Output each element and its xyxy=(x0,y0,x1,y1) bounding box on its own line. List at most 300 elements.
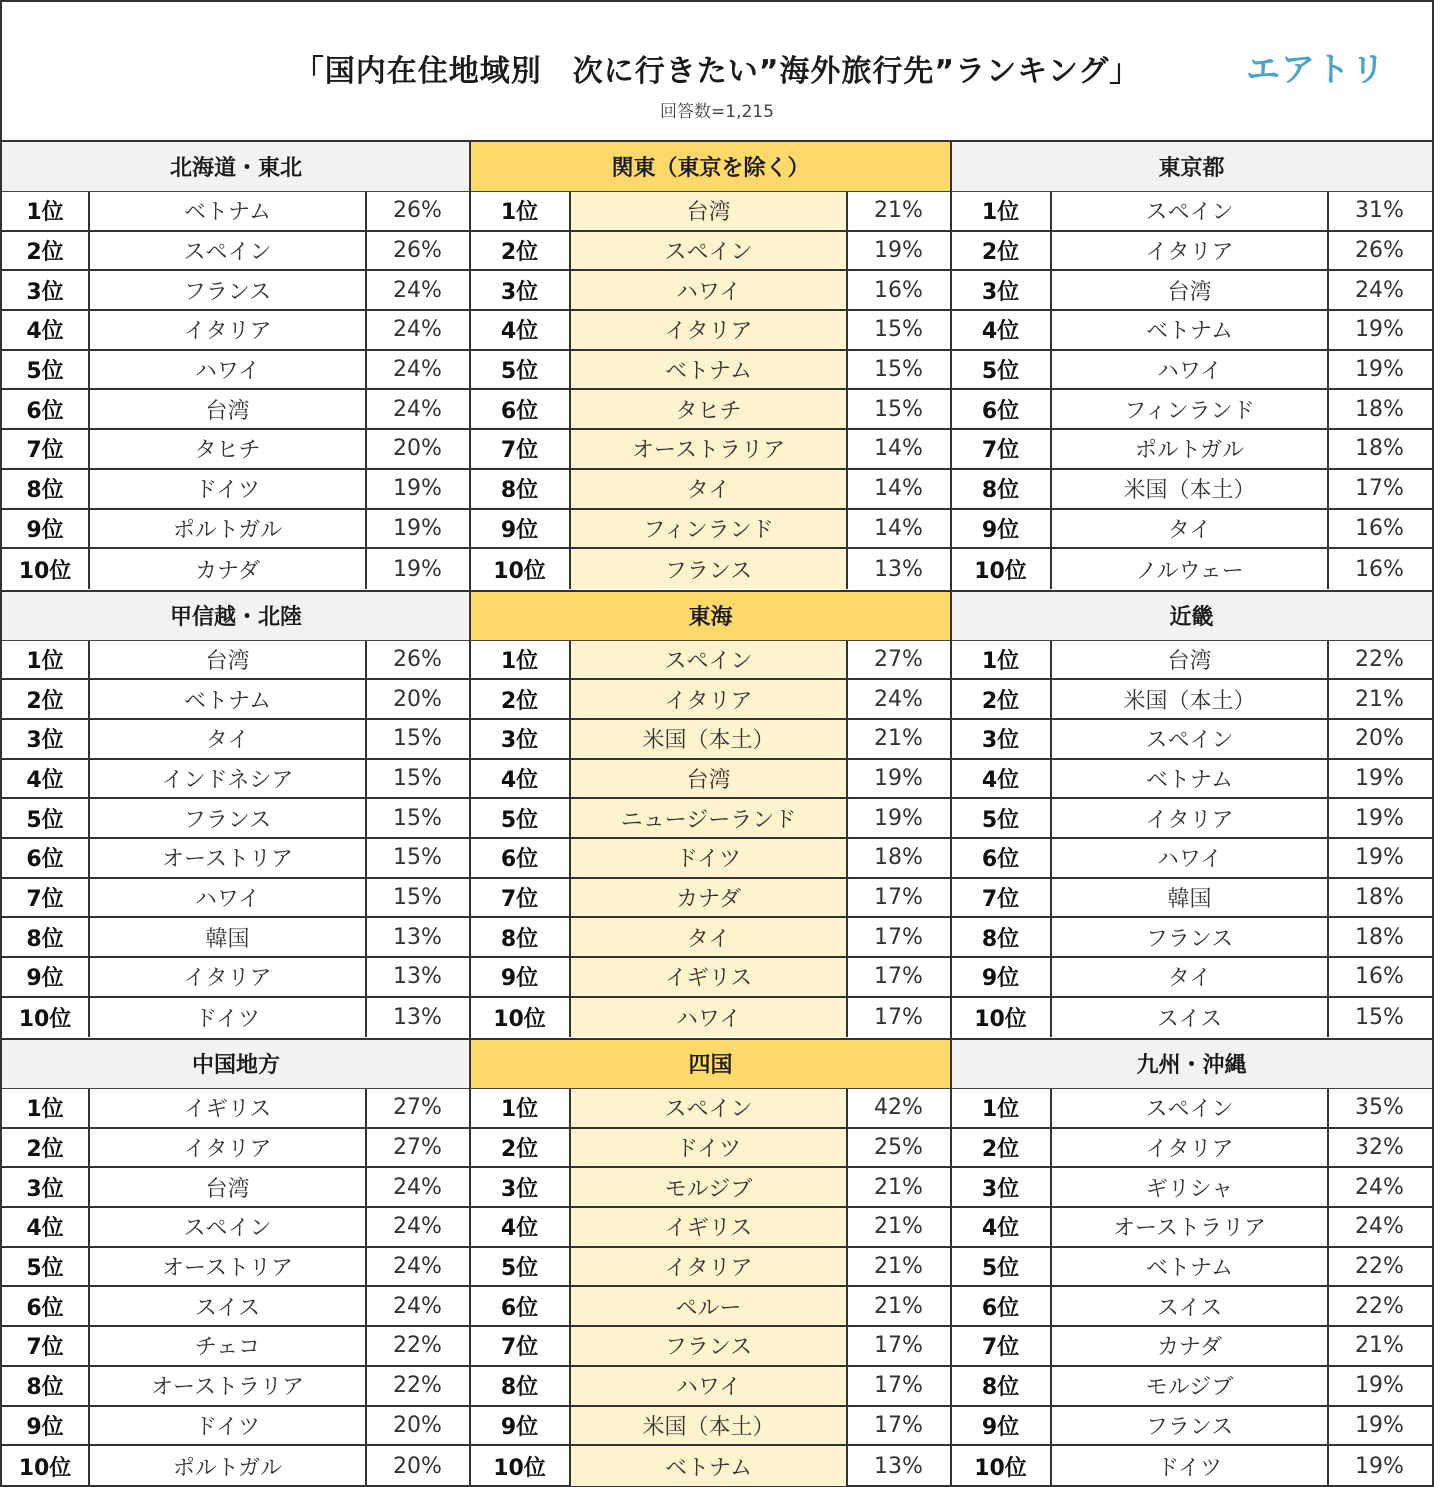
destination-cell: タイ xyxy=(571,918,848,956)
percent-cell: 20% xyxy=(393,1412,442,1438)
percent-cell: 20% xyxy=(393,686,442,712)
destination-cell: 台湾 xyxy=(90,390,367,428)
percent-cell: 42% xyxy=(874,1095,923,1121)
destination-cell: インドネシア xyxy=(90,760,367,798)
destination-cell: オーストラリア xyxy=(1052,1208,1329,1246)
destination-cell: ハワイ xyxy=(571,1367,848,1405)
percent-cell: 22% xyxy=(393,1373,442,1399)
region-table xyxy=(470,591,951,1040)
percent-cell: 13% xyxy=(393,964,442,990)
percent-cell: 14% xyxy=(874,515,923,541)
destination-cell: スペイン xyxy=(571,1089,848,1127)
ranking-row xyxy=(470,1089,951,1129)
ranking-row xyxy=(470,998,951,1038)
ranking-row xyxy=(2,998,470,1038)
destination-cell: ベトナム xyxy=(90,192,367,230)
rank-cell: 4位 xyxy=(2,1208,90,1246)
ranking-row xyxy=(2,1168,470,1208)
ranking-row xyxy=(951,879,1432,919)
destination-cell: ペルー xyxy=(571,1287,848,1325)
destination-cell: スイス xyxy=(1052,1287,1329,1325)
destination-cell: ドイツ xyxy=(1052,1446,1329,1486)
ranking-row xyxy=(470,839,951,879)
ranking-row xyxy=(951,720,1432,760)
ranking-row xyxy=(951,958,1432,998)
ranking-row xyxy=(951,271,1432,311)
percent-cell: 21% xyxy=(874,726,923,752)
percent-cell: 24% xyxy=(393,357,442,383)
percent-cell: 19% xyxy=(1355,805,1404,831)
destination-cell: オーストラリア xyxy=(90,1367,367,1405)
rank-cell: 6位 xyxy=(951,1287,1052,1325)
percent-cell: 17% xyxy=(874,924,923,950)
destination-cell: 米国（本土） xyxy=(1052,680,1329,718)
ranking-row xyxy=(2,1327,470,1367)
percent-cell: 19% xyxy=(874,765,923,791)
rank-cell: 5位 xyxy=(470,351,571,389)
region-header: 四国 xyxy=(470,1039,951,1089)
destination-cell: ベトナム xyxy=(90,680,367,718)
destination-cell: ポルトガル xyxy=(1052,430,1329,468)
destination-cell: ハワイ xyxy=(571,998,848,1038)
ranking-row xyxy=(2,958,470,998)
rank-cell: 6位 xyxy=(2,1287,90,1325)
percent-cell: 15% xyxy=(1355,1005,1404,1031)
ranking-row xyxy=(470,311,951,351)
destination-cell: フランス xyxy=(90,271,367,309)
destination-cell: モルジブ xyxy=(1052,1367,1329,1405)
region-table xyxy=(2,591,470,1040)
rank-cell: 5位 xyxy=(951,1248,1052,1286)
ranking-row xyxy=(2,510,470,550)
percent-cell: 26% xyxy=(1355,238,1404,264)
ranking-row xyxy=(2,1407,470,1447)
destination-cell: ベトナム xyxy=(571,351,848,389)
destination-cell: フランス xyxy=(90,799,367,837)
percent-cell: 22% xyxy=(1355,1254,1404,1280)
destination-cell: オーストリア xyxy=(90,1248,367,1286)
percent-cell: 18% xyxy=(1355,436,1404,462)
percent-cell: 17% xyxy=(874,884,923,910)
percent-cell: 21% xyxy=(874,1174,923,1200)
destination-cell: イギリス xyxy=(571,1208,848,1246)
ranking-row xyxy=(951,232,1432,272)
percent-cell: 14% xyxy=(874,476,923,502)
rank-cell: 9位 xyxy=(2,958,90,996)
rank-cell: 7位 xyxy=(951,1327,1052,1365)
percent-cell: 19% xyxy=(1355,1373,1404,1399)
rank-cell: 1位 xyxy=(470,1089,571,1127)
destination-cell: カナダ xyxy=(90,549,367,589)
ranking-row xyxy=(2,192,470,232)
percent-cell: 32% xyxy=(1355,1135,1404,1161)
ranking-row xyxy=(470,641,951,681)
ranking-row xyxy=(470,192,951,232)
destination-cell: ポルトガル xyxy=(90,1446,367,1486)
ranking-row xyxy=(951,1129,1432,1169)
ranking-row xyxy=(2,232,470,272)
destination-cell: フランス xyxy=(571,549,848,589)
ranking-row xyxy=(951,918,1432,958)
destination-cell: 米国（本土） xyxy=(571,1407,848,1445)
ranking-row xyxy=(2,271,470,311)
percent-cell: 27% xyxy=(393,1095,442,1121)
percent-cell: 19% xyxy=(1355,1453,1404,1479)
ranking-row xyxy=(470,232,951,272)
column-divider xyxy=(950,142,952,1487)
rank-cell: 10位 xyxy=(470,1446,571,1486)
destination-cell: スペイン xyxy=(571,641,848,679)
ranking-row xyxy=(951,470,1432,510)
destination-cell: ドイツ xyxy=(571,1129,848,1167)
rank-cell: 10位 xyxy=(951,1446,1052,1486)
destination-cell: ドイツ xyxy=(90,470,367,508)
ranking-row xyxy=(2,351,470,391)
percent-cell: 15% xyxy=(393,805,442,831)
rank-cell: 5位 xyxy=(470,1248,571,1286)
ranking-row xyxy=(2,918,470,958)
ranking-row xyxy=(470,1168,951,1208)
percent-cell: 19% xyxy=(874,238,923,264)
region-table xyxy=(951,591,1432,1040)
rank-cell: 10位 xyxy=(2,549,90,589)
rank-cell: 6位 xyxy=(470,390,571,428)
region-table xyxy=(951,142,1432,591)
percent-cell: 15% xyxy=(874,396,923,422)
rank-cell: 2位 xyxy=(2,232,90,270)
percent-cell: 17% xyxy=(874,1373,923,1399)
rank-cell: 2位 xyxy=(2,1129,90,1167)
percent-cell: 24% xyxy=(393,317,442,343)
ranking-row xyxy=(2,1446,470,1486)
destination-cell: 米国（本土） xyxy=(1052,470,1329,508)
destination-cell: ドイツ xyxy=(571,839,848,877)
destination-cell: タイ xyxy=(90,720,367,758)
percent-cell: 24% xyxy=(1355,1174,1404,1200)
percent-cell: 24% xyxy=(1355,1214,1404,1240)
rank-cell: 8位 xyxy=(951,918,1052,956)
destination-cell: スペイン xyxy=(1052,1089,1329,1127)
rank-cell: 3位 xyxy=(2,1168,90,1206)
rank-cell: 10位 xyxy=(470,998,571,1038)
ranking-row xyxy=(951,510,1432,550)
percent-cell: 19% xyxy=(393,515,442,541)
ranking-row xyxy=(470,390,951,430)
percent-cell: 19% xyxy=(1355,845,1404,871)
rank-cell: 4位 xyxy=(470,760,571,798)
row-divider xyxy=(2,590,1432,592)
destination-cell: イタリア xyxy=(571,680,848,718)
percent-cell: 21% xyxy=(874,198,923,224)
ranking-row xyxy=(951,1367,1432,1407)
rank-cell: 2位 xyxy=(470,232,571,270)
region-header: 関東（東京を除く） xyxy=(470,142,951,192)
percent-cell: 15% xyxy=(393,845,442,871)
destination-cell: ハワイ xyxy=(1052,351,1329,389)
ranking-row xyxy=(470,760,951,800)
percent-cell: 18% xyxy=(1355,924,1404,950)
destination-cell: ハワイ xyxy=(90,879,367,917)
rank-cell: 2位 xyxy=(951,680,1052,718)
ranking-row xyxy=(470,1129,951,1169)
rank-cell: 10位 xyxy=(951,998,1052,1038)
region-table xyxy=(2,142,470,591)
destination-cell: ノルウェー xyxy=(1052,549,1329,589)
response-count: 回答数=1,215 xyxy=(660,102,774,122)
ranking-row xyxy=(951,192,1432,232)
rank-cell: 3位 xyxy=(470,271,571,309)
percent-cell: 17% xyxy=(874,1005,923,1031)
destination-cell: イタリア xyxy=(1052,799,1329,837)
percent-cell: 15% xyxy=(393,884,442,910)
destination-cell: スイス xyxy=(1052,998,1329,1038)
rank-cell: 6位 xyxy=(470,839,571,877)
percent-cell: 27% xyxy=(874,646,923,672)
ranking-row xyxy=(2,839,470,879)
rank-cell: 3位 xyxy=(951,271,1052,309)
region-table xyxy=(2,1039,470,1487)
destination-cell: 台湾 xyxy=(1052,271,1329,309)
destination-cell: イギリス xyxy=(90,1089,367,1127)
ranking-row xyxy=(2,470,470,510)
rank-cell: 3位 xyxy=(2,271,90,309)
destination-cell: カナダ xyxy=(571,879,848,917)
percent-cell: 31% xyxy=(1355,198,1404,224)
rank-cell: 7位 xyxy=(470,1327,571,1365)
ranking-row xyxy=(2,641,470,681)
rank-cell: 6位 xyxy=(470,1287,571,1325)
ranking-row xyxy=(2,430,470,470)
page-title: 「国内在住地域別 次に行きたい”海外旅行先”ランキング」 xyxy=(293,54,1141,89)
ranking-row xyxy=(2,799,470,839)
rank-cell: 1位 xyxy=(951,192,1052,230)
ranking-row xyxy=(470,799,951,839)
ranking-row xyxy=(2,1089,470,1129)
destination-cell: イタリア xyxy=(90,311,367,349)
ranking-row xyxy=(951,351,1432,391)
percent-cell: 19% xyxy=(1355,317,1404,343)
ranking-row xyxy=(951,760,1432,800)
ranking-row xyxy=(470,470,951,510)
destination-cell: ハワイ xyxy=(1052,839,1329,877)
destination-cell: 台湾 xyxy=(571,192,848,230)
percent-cell: 20% xyxy=(393,1453,442,1479)
destination-cell: イタリア xyxy=(1052,1129,1329,1167)
rank-cell: 9位 xyxy=(951,1407,1052,1445)
percent-cell: 27% xyxy=(393,1135,442,1161)
ranking-row xyxy=(951,1248,1432,1288)
percent-cell: 15% xyxy=(393,765,442,791)
destination-cell: フランス xyxy=(1052,1407,1329,1445)
ranking-row xyxy=(951,1287,1432,1327)
rank-cell: 1位 xyxy=(470,641,571,679)
rank-cell: 10位 xyxy=(2,998,90,1038)
destination-cell: オーストラリア xyxy=(571,430,848,468)
rank-cell: 1位 xyxy=(2,192,90,230)
rank-cell: 8位 xyxy=(951,470,1052,508)
rank-cell: 2位 xyxy=(951,232,1052,270)
rank-cell: 2位 xyxy=(470,680,571,718)
rank-cell: 5位 xyxy=(951,799,1052,837)
percent-cell: 26% xyxy=(393,238,442,264)
ranking-row xyxy=(951,430,1432,470)
percent-cell: 13% xyxy=(874,1453,923,1479)
region-header: 東海 xyxy=(470,591,951,641)
ranking-row xyxy=(470,1367,951,1407)
percent-cell: 18% xyxy=(1355,884,1404,910)
rank-cell: 4位 xyxy=(470,311,571,349)
ranking-row xyxy=(470,351,951,391)
ranking-row xyxy=(951,1327,1432,1367)
rank-cell: 7位 xyxy=(470,430,571,468)
percent-cell: 35% xyxy=(1355,1095,1404,1121)
destination-cell: イタリア xyxy=(90,958,367,996)
ranking-row xyxy=(951,839,1432,879)
percent-cell: 16% xyxy=(1355,515,1404,541)
rank-cell: 8位 xyxy=(470,470,571,508)
percent-cell: 24% xyxy=(1355,277,1404,303)
rank-cell: 8位 xyxy=(2,918,90,956)
destination-cell: 米国（本土） xyxy=(571,720,848,758)
percent-cell: 17% xyxy=(874,1412,923,1438)
ranking-row xyxy=(2,760,470,800)
destination-cell: タイ xyxy=(1052,510,1329,548)
destination-cell: ベトナム xyxy=(1052,1248,1329,1286)
ranking-row xyxy=(470,1248,951,1288)
region-table xyxy=(470,142,951,591)
destination-cell: チェコ xyxy=(90,1327,367,1365)
ranking-row xyxy=(2,1208,470,1248)
rank-cell: 4位 xyxy=(951,311,1052,349)
percent-cell: 17% xyxy=(874,1333,923,1359)
ranking-row xyxy=(951,1446,1432,1486)
ranking-row xyxy=(951,1208,1432,1248)
rank-cell: 3位 xyxy=(470,720,571,758)
rank-cell: 1位 xyxy=(470,192,571,230)
rank-cell: 4位 xyxy=(470,1208,571,1246)
percent-cell: 16% xyxy=(1355,556,1404,582)
destination-cell: イタリア xyxy=(571,311,848,349)
ranking-row xyxy=(951,1168,1432,1208)
destination-cell: 台湾 xyxy=(90,1168,367,1206)
rank-cell: 7位 xyxy=(2,430,90,468)
destination-cell: スイス xyxy=(90,1287,367,1325)
ranking-row xyxy=(470,1287,951,1327)
destination-cell: イタリア xyxy=(90,1129,367,1167)
destination-cell: カナダ xyxy=(1052,1327,1329,1365)
percent-cell: 13% xyxy=(874,556,923,582)
ranking-row xyxy=(2,1287,470,1327)
rank-cell: 8位 xyxy=(2,1367,90,1405)
rank-cell: 7位 xyxy=(2,879,90,917)
percent-cell: 24% xyxy=(874,686,923,712)
ranking-row xyxy=(2,879,470,919)
rank-cell: 8位 xyxy=(470,918,571,956)
rank-cell: 6位 xyxy=(951,839,1052,877)
destination-cell: ニュージーランド xyxy=(571,799,848,837)
percent-cell: 20% xyxy=(1355,726,1404,752)
ranking-row xyxy=(2,311,470,351)
rank-cell: 9位 xyxy=(470,1407,571,1445)
ranking-row xyxy=(470,680,951,720)
ranking-row xyxy=(2,1248,470,1288)
ranking-row xyxy=(2,680,470,720)
percent-cell: 19% xyxy=(393,476,442,502)
ranking-row xyxy=(951,1407,1432,1447)
rank-cell: 3位 xyxy=(951,1168,1052,1206)
percent-cell: 22% xyxy=(1355,646,1404,672)
destination-cell: モルジブ xyxy=(571,1168,848,1206)
rank-cell: 3位 xyxy=(2,720,90,758)
rank-cell: 4位 xyxy=(2,311,90,349)
rank-cell: 2位 xyxy=(2,680,90,718)
destination-cell: ドイツ xyxy=(90,998,367,1038)
ranking-row xyxy=(951,549,1432,589)
region-table xyxy=(951,1039,1432,1487)
rank-cell: 1位 xyxy=(951,641,1052,679)
destination-cell: ハワイ xyxy=(571,271,848,309)
ranking-row xyxy=(470,1327,951,1367)
destination-cell: ベトナム xyxy=(1052,760,1329,798)
row-divider xyxy=(2,1038,1432,1040)
percent-cell: 19% xyxy=(1355,1412,1404,1438)
region-table xyxy=(470,1039,951,1487)
percent-cell: 13% xyxy=(393,924,442,950)
destination-cell: イタリア xyxy=(571,1248,848,1286)
destination-cell: タイ xyxy=(571,470,848,508)
percent-cell: 20% xyxy=(393,436,442,462)
percent-cell: 24% xyxy=(393,1293,442,1319)
rank-cell: 4位 xyxy=(951,760,1052,798)
rank-cell: 4位 xyxy=(951,1208,1052,1246)
ranking-row xyxy=(2,390,470,430)
percent-cell: 14% xyxy=(874,436,923,462)
rank-cell: 7位 xyxy=(470,879,571,917)
percent-cell: 21% xyxy=(1355,1333,1404,1359)
destination-cell: 韓国 xyxy=(1052,879,1329,917)
destination-cell: フィンランド xyxy=(571,510,848,548)
destination-cell: 韓国 xyxy=(90,918,367,956)
rank-cell: 1位 xyxy=(2,641,90,679)
destination-cell: スペイン xyxy=(90,232,367,270)
destination-cell: ベトナム xyxy=(1052,311,1329,349)
rank-cell: 4位 xyxy=(2,760,90,798)
rank-cell: 5位 xyxy=(2,351,90,389)
percent-cell: 21% xyxy=(874,1293,923,1319)
ranking-row xyxy=(470,958,951,998)
percent-cell: 15% xyxy=(874,357,923,383)
ranking-row xyxy=(470,879,951,919)
percent-cell: 17% xyxy=(1355,476,1404,502)
percent-cell: 24% xyxy=(393,277,442,303)
destination-cell: スペイン xyxy=(90,1208,367,1246)
ranking-row xyxy=(470,1208,951,1248)
ranking-row xyxy=(470,918,951,958)
percent-cell: 22% xyxy=(393,1333,442,1359)
ranking-row xyxy=(2,549,470,589)
ranking-row xyxy=(2,1367,470,1407)
rank-cell: 9位 xyxy=(470,958,571,996)
rank-cell: 2位 xyxy=(951,1129,1052,1167)
percent-cell: 24% xyxy=(393,396,442,422)
ranking-row xyxy=(470,1407,951,1447)
rank-cell: 10位 xyxy=(470,549,571,589)
destination-cell: タヒチ xyxy=(90,430,367,468)
rank-cell: 9位 xyxy=(951,510,1052,548)
rank-cell: 7位 xyxy=(2,1327,90,1365)
destination-cell: 台湾 xyxy=(1052,641,1329,679)
percent-cell: 21% xyxy=(874,1214,923,1240)
